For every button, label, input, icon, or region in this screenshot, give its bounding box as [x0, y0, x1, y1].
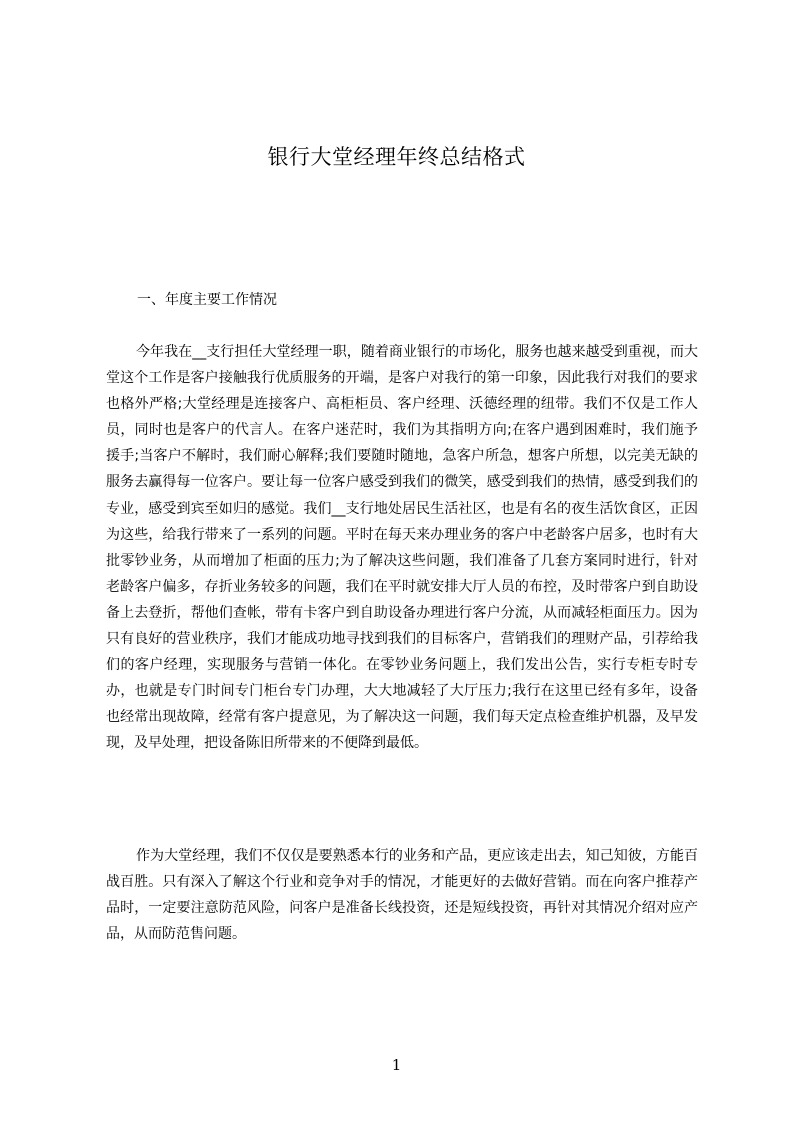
page-number: 1	[391, 1056, 402, 1074]
body-paragraph: 作为大堂经理，我们不仅仅是要熟悉本行的业务和产品，更应该走出去，知己知彼，方能百战百胜。只有深入了解这个行业和竞争对手的情况，才能更好的去做好营销。而在向客户推荐产品时，一定要注意防范风险，问客户是准备长线投资，还是短线投资，再针对其情况介绍对应产品，从而防范售问题。	[106, 848, 698, 943]
section-heading: 一、年度主要工作情况	[137, 292, 277, 308]
body-paragraph: 今年我在__支行担任大堂经理一职，随着商业银行的市场化，服务也越来越受到重视，而大堂这个工作是客户接触我行优质服务的开端，是客户对我行的第一印象，因此我行对我们的要求也格外严格;大堂经理是连接客户、高柜柜员、客户经理、沃德经理的纽带。我们不仅是工作人员，同时也是客户的代言人。在客户迷茫时，我们为其指明方向;在客户遇到困难时，我们施予援手;当客户不解时，我们耐心解释;我们要随时随地，急客户所急，想客户所想，以完美无缺的服务去赢得每一位客户。要让每一位客户感受到我们的微笑，感受到我们的热情，感受到我们的专业，感受到宾至如归的感觉。我们__支行地处居民生活社区，也是有名的夜生活饮食区，正因为这些，给我行带来了一系列的问题。平时在每天来办理业务的客户中老龄客户居多，也时有大批零钞业务，从而增加了柜面的压力;为了解决这些问题，我们准备了几套方案同时进行，针对老龄客户偏多，存折业务较多的问题，我们在平时就安排大厅人员的布控，及时带客户到自助设备上去登折，帮他们查帐，带有卡客户到自助设备办理进行客户分流，从而减轻柜面压力。因为只有良好的营业秩序，我们才能成功地寻找到我们的目标客户，营销我们的理财产品，引荐给我们的客户经理，实现服务与营销一体化。在零钞业务问题上，我们发出公告，实行专柜专时专办，也就是专门时间专门柜台专门办理，大大地减轻了大厅压力;我行在这里已经有多年，设备也经常出现故障，经常有客户提意见，为了解决这一问题，我们每天定点检查维护机器，及早发现，及早处理，把设备陈旧所带来的不便降到最低。	[106, 344, 698, 752]
document-title: 银行大堂经理年终总结格式	[267, 145, 526, 169]
